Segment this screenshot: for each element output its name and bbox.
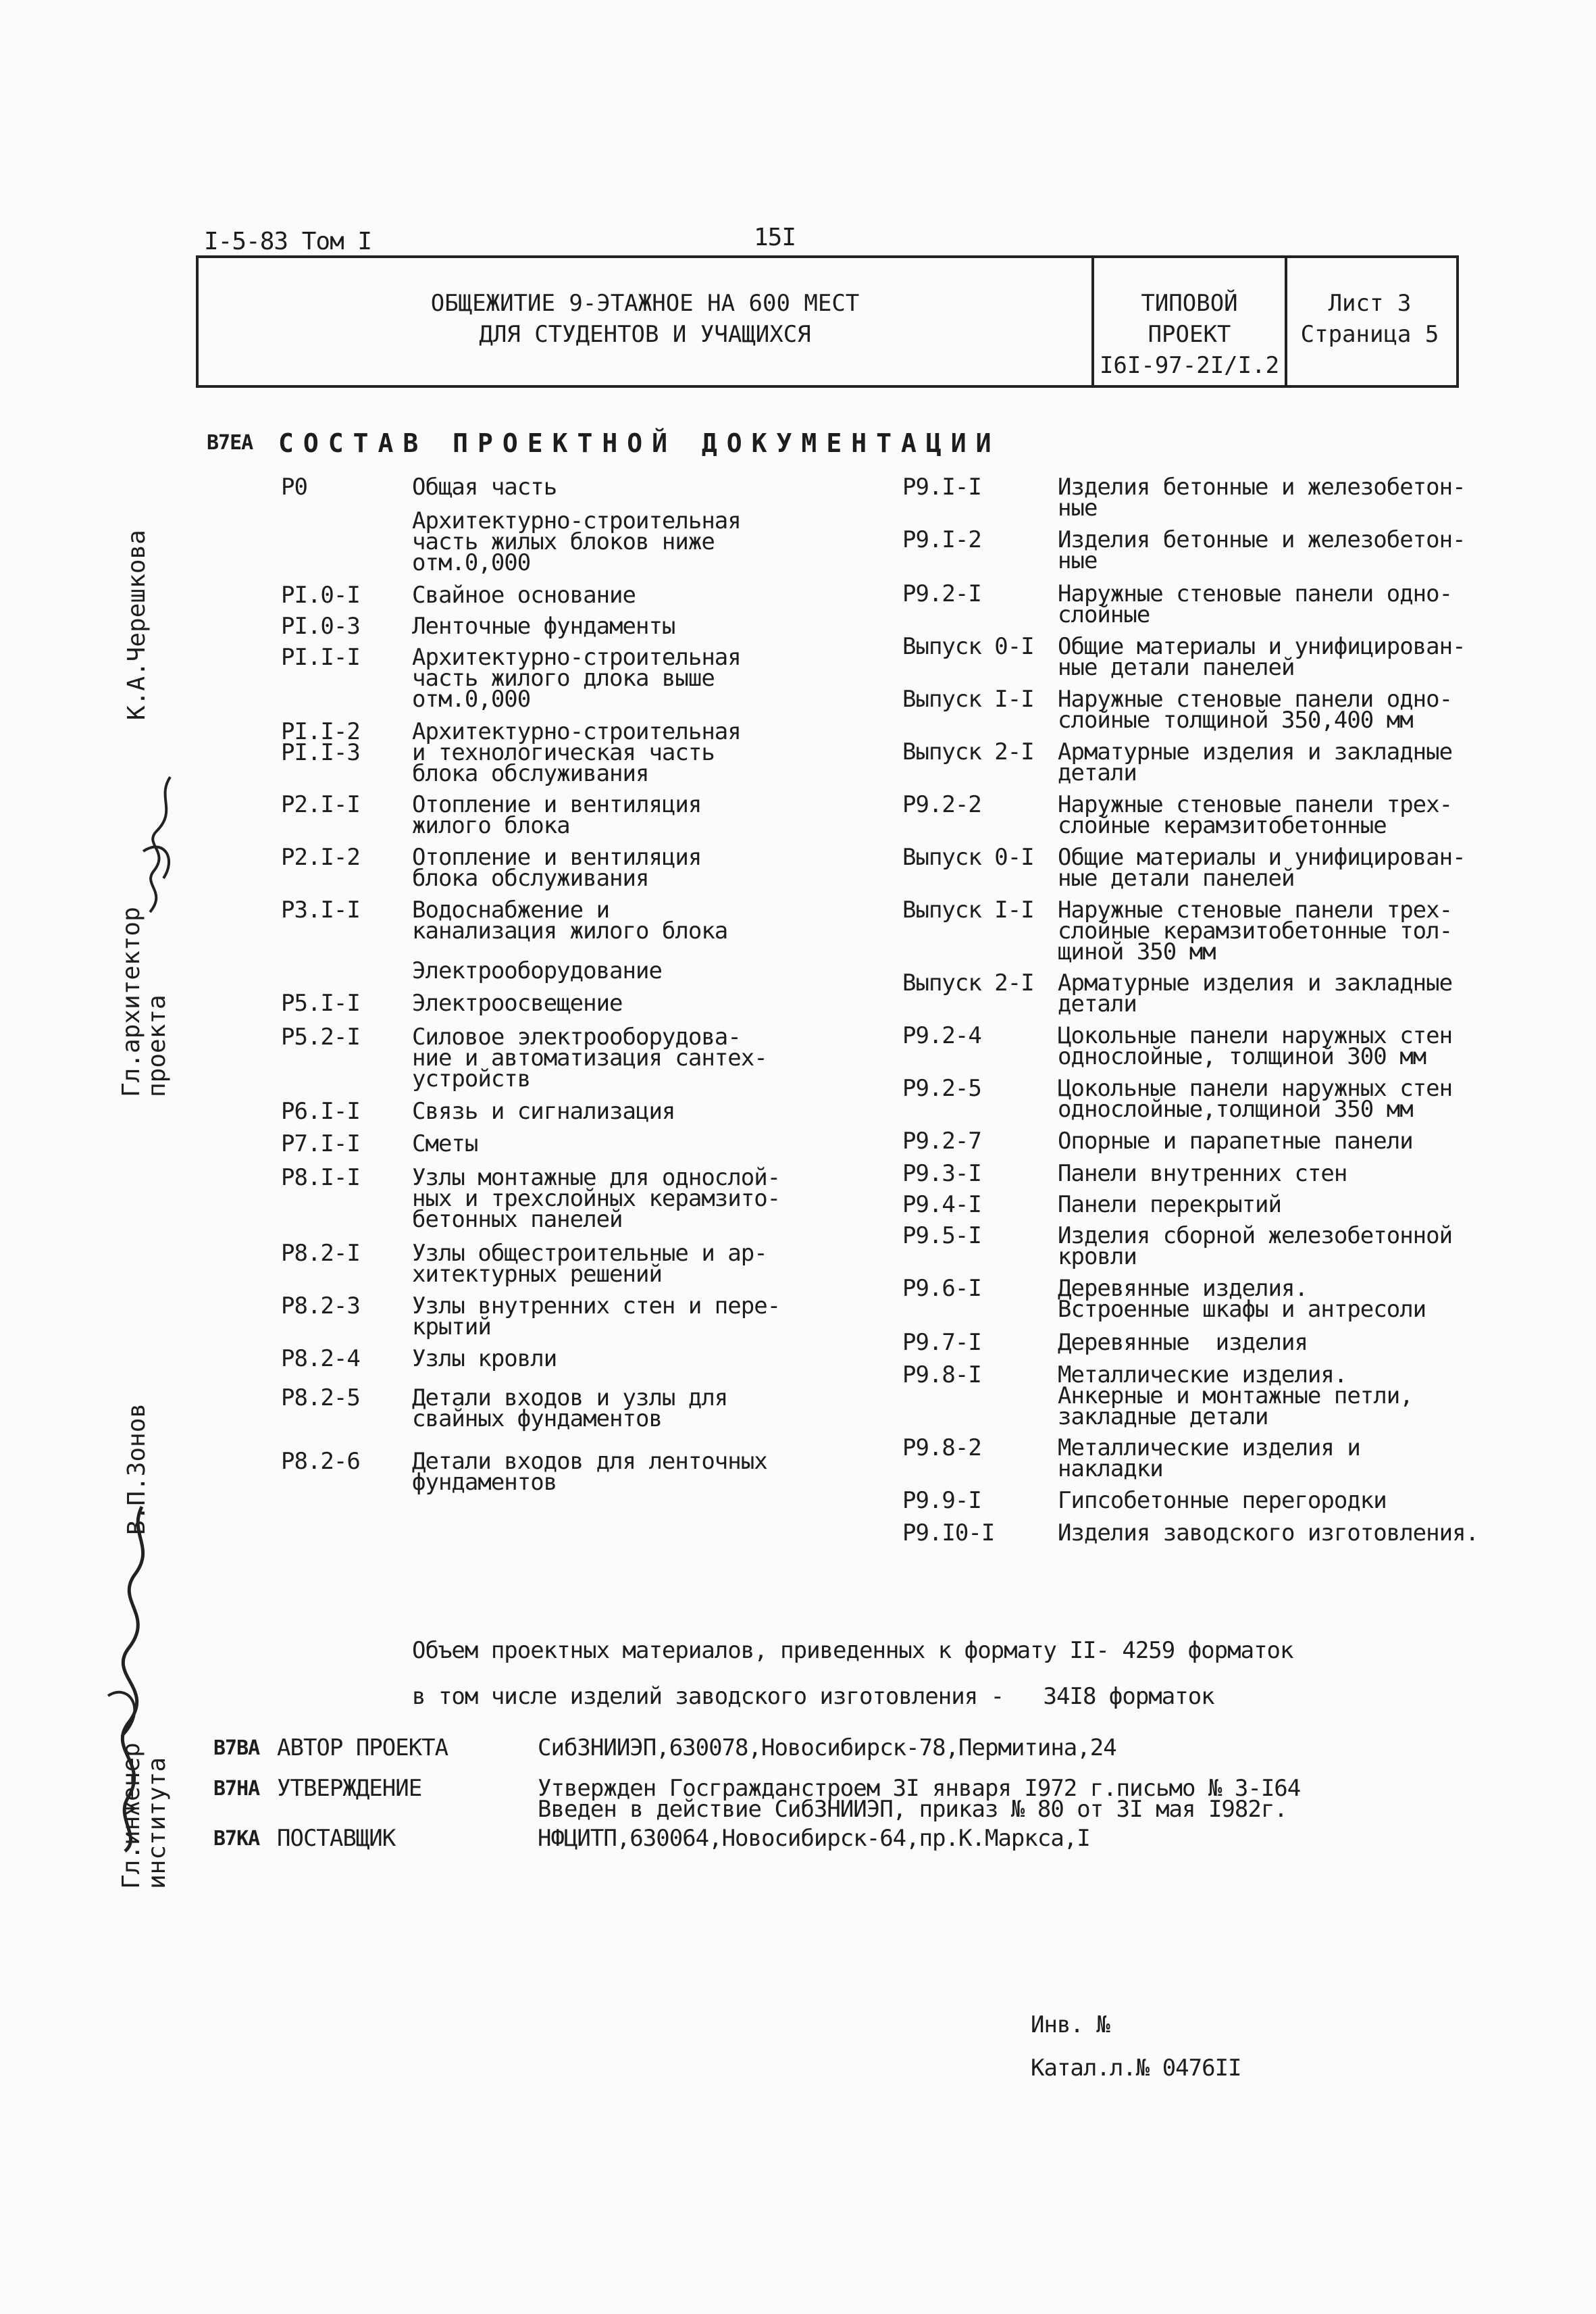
section-tag: В7ЕА xyxy=(207,431,253,455)
left-item-text: Детали входов и узлы для свайных фундаментов xyxy=(412,1384,728,1432)
info-label: ПОСТАВЩИК xyxy=(277,1825,396,1852)
sheet-cell xyxy=(1289,288,1451,350)
project-title-line1: ОБЩЕЖИТИЕ 9-ЭТАЖНОЕ НА 600 МЕСТ xyxy=(430,290,860,317)
project-title-line2: ДЛЯ СТУДЕНТОВ И УЧАЩИХСЯ xyxy=(479,321,811,348)
left-item-code: Р6.I-I xyxy=(281,1098,360,1125)
project-title xyxy=(203,288,1087,350)
right-item-text: Деревянные изделия. Встроенные шкафы и антресоли xyxy=(1058,1275,1426,1323)
left-item-code: Р2.I-I xyxy=(281,791,360,818)
left-item-text: Архитектурно-строительная и технологическая часть блока обслуживания xyxy=(412,718,741,787)
left-item-text: Связь и сигнализация xyxy=(412,1098,675,1125)
right-item-code: Р9.5-I xyxy=(902,1222,981,1249)
right-item-text: Изделия сборной железобетонной кровли xyxy=(1058,1222,1453,1270)
right-item-code: Р9.8-I xyxy=(902,1361,981,1388)
right-item-text: Панели внутренних стен xyxy=(1058,1160,1347,1187)
right-item-code: Р9.6-I xyxy=(902,1275,981,1302)
info-value: СибЗНИИЭП,630078,Новосибирск-78,Пермитина,24 xyxy=(538,1734,1116,1761)
left-item-code: Р8.2-3 xyxy=(281,1292,360,1319)
right-item-text: Наружные стеновые панели трех- слойные керамзитобетонные тол- щиной 350 мм xyxy=(1058,897,1453,965)
right-item-text: Деревянные изделия xyxy=(1058,1329,1308,1356)
right-item-code: Р9.2-2 xyxy=(902,791,981,818)
left-item-text: Архитектурно-строительная часть жилых блоков ниже отм.0,000 xyxy=(412,507,741,576)
page-label: Страница 5 xyxy=(1300,321,1439,348)
left-item-code: Р5.I-I xyxy=(281,990,360,1017)
left-item-text: Архитектурно-строительная часть жилого длока выше отм.0,000 xyxy=(412,644,741,713)
signature-1 xyxy=(130,770,190,926)
info-tag: В7ВА xyxy=(213,1736,260,1760)
side-person-1: К.А.Черешкова xyxy=(123,530,151,720)
right-item-code: Р9.2-I xyxy=(902,580,981,607)
right-item-code: Р9.9-I xyxy=(902,1487,981,1514)
right-item-text: Изделия бетонные и железобетон- ные xyxy=(1058,526,1466,574)
project-type-cell xyxy=(1096,288,1283,381)
right-item-text: Общие материалы и унифицирован- ные детали панелей xyxy=(1058,633,1466,681)
right-item-text: Наружные стеновые панели трех- слойные керамзитобетонные xyxy=(1058,791,1453,839)
left-item-text: Узлы кровли xyxy=(412,1345,557,1372)
left-item-text: Силовое электрооборудова- ние и автоматизация сантех- устройств xyxy=(412,1024,767,1092)
right-item-code: Р9.2-4 xyxy=(902,1022,981,1049)
volume-line-1: Объем проектных материалов, приведенных к формату II- 4259 форматок xyxy=(412,1637,1293,1664)
left-item-code: Р2.I-2 xyxy=(281,844,360,871)
right-item-code: Выпуск I-I xyxy=(902,897,1034,924)
right-item-text: Гипсобетонные перегородки xyxy=(1058,1487,1387,1514)
page-number: 15I xyxy=(754,224,796,251)
info-label: АВТОР ПРОЕКТА xyxy=(277,1734,448,1761)
right-item-code: Р9.7-I xyxy=(902,1329,981,1356)
left-item-text: Электрооборудование xyxy=(412,957,662,984)
right-item-text: Опорные и парапетные панели xyxy=(1058,1128,1413,1155)
left-item-text: Узлы общестроительные и ар- хитектурных решений xyxy=(412,1240,767,1288)
right-item-code: Выпуск 2-I xyxy=(902,738,1034,765)
volume-line-2: в том числе изделий заводского изготовления - 34I8 форматок xyxy=(412,1683,1214,1710)
left-item-code: РI.0-I xyxy=(281,582,360,609)
right-item-text: Наружные стеновые панели одно- слойные толщиной 350,400 мм xyxy=(1058,686,1453,734)
right-item-text: Цокольные панели наружных стен однослойные,толщиной 350 мм xyxy=(1058,1075,1453,1123)
signature-2 xyxy=(88,1493,169,1858)
left-item-text: Водоснабжение и канализация жилого блока xyxy=(412,897,728,945)
right-item-text: Панели перекрытий xyxy=(1058,1191,1281,1218)
info-tag: В7КА xyxy=(213,1827,260,1851)
left-item-text: Узлы внутренних стен и пере- крытий xyxy=(412,1292,781,1340)
right-item-text: Арматурные изделия и закладные детали xyxy=(1058,970,1453,1017)
right-item-text: Арматурные изделия и закладные детали xyxy=(1058,738,1453,786)
right-item-text: Наружные стеновые панели одно- слойные xyxy=(1058,580,1453,628)
left-item-text: Электроосвещение xyxy=(412,990,623,1017)
right-item-code: Выпуск 2-I xyxy=(902,970,1034,997)
right-item-text: Металлические изделия. Анкерные и монтажные петли, закладные детали xyxy=(1058,1361,1413,1430)
info-value: Утвержден Госгражданстроем 3I января I972 г.письмо № 3-I64 Введен в действие СибЗНИИЭП, приказ № 80 от 3I мая I982г. xyxy=(538,1775,1301,1823)
info-value: НФЦИТП,630064,Новосибирск-64,пр.К.Маркса,I xyxy=(538,1825,1090,1852)
left-item-text: Свайное основание xyxy=(412,582,636,609)
left-item-text: Узлы монтажные для однослой- ных и трехслойных керамзито- бетонных панелей xyxy=(412,1164,781,1233)
left-item-code: Р8.2-4 xyxy=(281,1345,360,1372)
right-item-code: Р9.3-I xyxy=(902,1160,981,1187)
right-item-code: Р9.8-2 xyxy=(902,1434,981,1461)
left-item-code: Р0 xyxy=(281,474,307,501)
left-item-text: Отопление и вентиляция блока обслуживания xyxy=(412,844,702,892)
left-item-code: Р8.2-5 xyxy=(281,1384,360,1411)
section-title: СОСТАВ ПРОЕКТНОЙ ДОКУМЕНТАЦИИ xyxy=(278,428,1001,458)
left-item-text: Сметы xyxy=(412,1130,478,1157)
right-item-code: Р9.4-I xyxy=(902,1191,981,1218)
right-item-code: Р9.2-7 xyxy=(902,1128,981,1155)
side-role-1: Гл.архитектор проекта xyxy=(118,907,171,1097)
right-item-code: Р9.I-I xyxy=(902,474,981,501)
project-code: I6I-97-2I/I.2 xyxy=(1099,352,1280,379)
left-item-code: Р8.2-6 xyxy=(281,1448,360,1475)
right-item-text: Изделия заводского изготовления. xyxy=(1058,1519,1479,1546)
sheet-number: Лист 3 xyxy=(1328,290,1412,317)
project-type: ТИПОВОЙ ПРОЕКТ xyxy=(1141,290,1238,348)
right-item-code: Р9.2-5 xyxy=(902,1075,981,1102)
side-role-2: Гл.инженер института xyxy=(118,1742,171,1889)
left-item-code: Р8.2-I xyxy=(281,1240,360,1267)
info-label: УТВЕРЖДЕНИЕ xyxy=(277,1775,422,1802)
title-block-divider xyxy=(1285,255,1287,388)
left-item-code: РI.0-3 xyxy=(281,613,360,640)
right-item-code: Р9.I0-I xyxy=(902,1519,995,1546)
left-item-code: РI.I-I xyxy=(281,644,360,671)
left-item-text: Общая часть xyxy=(412,474,557,501)
left-item-text: Отопление и вентиляция жилого блока xyxy=(412,791,702,839)
right-item-code: Р9.I-2 xyxy=(902,526,981,553)
right-item-text: Общие материалы и унифицирован- ные детали панелей xyxy=(1058,844,1466,892)
left-item-code: Р5.2-I xyxy=(281,1024,360,1051)
left-item-text: Ленточные фундаменты xyxy=(412,613,675,640)
catalog-number: Катал.л.№ 0476II xyxy=(1031,2055,1241,2082)
right-item-text: Цокольные панели наружных стен однослойные, толщиной 300 мм xyxy=(1058,1022,1453,1070)
right-item-code: Выпуск 0-I xyxy=(902,844,1034,871)
left-item-code: РI.I-2 РI.I-3 xyxy=(281,718,360,766)
inventory-number: Инв. № xyxy=(1031,2011,1110,2038)
right-item-code: Выпуск I-I xyxy=(902,686,1034,713)
title-block-divider xyxy=(1091,255,1094,388)
right-item-text: Металлические изделия и накладки xyxy=(1058,1434,1360,1482)
side-person-2: В.П.Зонов xyxy=(123,1403,151,1535)
document-reference: I-5-83 Том I xyxy=(204,228,372,255)
right-item-text: Изделия бетонные и железобетон- ные xyxy=(1058,474,1466,522)
left-item-code: Р3.I-I xyxy=(281,897,360,924)
left-item-code: Р8.I-I xyxy=(281,1164,360,1191)
left-item-text: Детали входов для ленточных фундаментов xyxy=(412,1448,767,1496)
left-item-code: Р7.I-I xyxy=(281,1130,360,1157)
right-item-code: Выпуск 0-I xyxy=(902,633,1034,660)
info-tag: В7НА xyxy=(213,1777,260,1801)
